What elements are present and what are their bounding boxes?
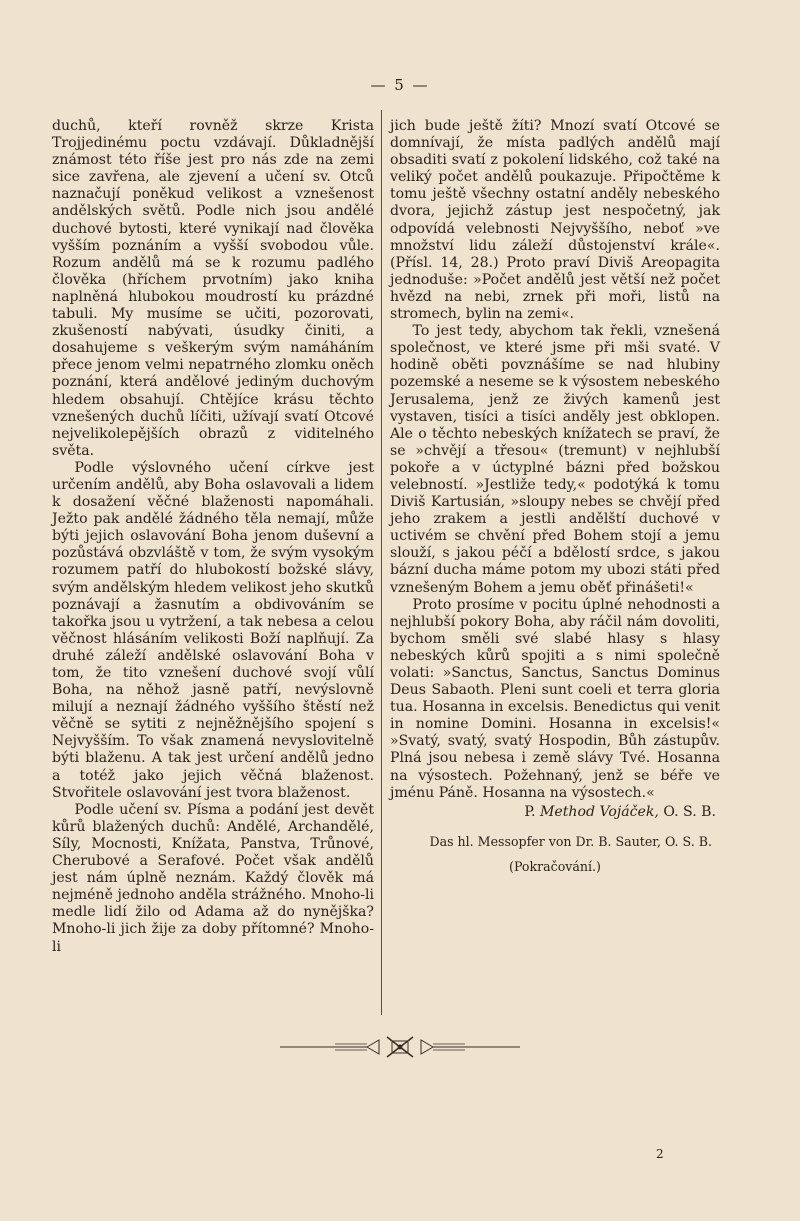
left-column bbox=[52, 118, 374, 956]
paragraph: Proto prosíme v pocitu úplné nehodnosti a nejhlubší pokory Boha, aby ráčil nám dovoliti, bychom směli své slabé hlasy s hlasy nebeských kůrů spojiti a s nimi společně volati: »Sanctus, Sanctus, Sanctus Dominus Deus Sabaoth. Pleni sunt coeli et terra gloria tua. Hosanna in excelsis. Benedictus qui venit in nomine Domini. Hosanna in excelsis!« »Svatý, svatý, svatý Hospodin, Bůh zástupův. Plná jsou nebesa i země slávy Tvé. Hosanna na výsostech. Požehnaný, jenž se béře ve jménu Páně. Hosanna na výsostech.« bbox=[390, 596, 720, 801]
signature-suffix: O. S. B. bbox=[663, 803, 716, 820]
paragraph: jich bude ještě žíti? Mnozí svatí Otcové se domnívají, že místa padlých andělů mají obsaditi svatí z pokolení lidského, což také na veliký počet andělů poukazuje. Připočtěme k tomu ještě všechny ostatní anděly nebeského dvora, jejichž zástup jest nespočetný, jak odpovídá velebnosti Nejvyššího, neboť »ve množství lidu záleží důstojenství krále«. (Přísl. 14, 28.) Proto praví Diviš Areopagita jednoduše: »Počet andělů jest větší než počet hvězd na nebi, zrnek při moři, listů na stromech, bylin na zemi«. bbox=[390, 118, 720, 323]
continuation-note: (Pokračování.) bbox=[509, 858, 601, 874]
page-number: — 5 — bbox=[370, 76, 430, 94]
paragraph: Podle učení sv. Písma a podání jest devět kůrů blažených duchů: Andělé, Archandělé, Síly, Mocnosti, Knížata, Panstva, Trůnové, Cherubové a Serafové. Počet však andělů jest nám úplně neznám. Každý člověk má nejméně jednoho anděla strážného. Mnoho-li medle lidí žilo od Adama až do nynějška? Mnoho-li jich žije za doby přítomné? Mnoho-li bbox=[52, 801, 374, 955]
paragraph: duchů, kteří rovněž skrze Krista Trojjedinému poctu vzdávají. Důkladnější známost této říše jest pro nás zde na zemi sice zavřena, ale zjevení a učení sv. Otců naznačují poněkud velikost a vznešenost andělských světů. Podle nich jsou andělé duchové bytosti, které vynikají nad člověka vyšším poznáním a vyšší svobodou vůle. Rozum andělů má se k rozumu padlého člověka (hříchem prvotním) jako kniha naplněná hlubokou moudrostí ku prázdné tabuli. My musíme se učiti, pozorovati, zkušeností nabývati, úsudky činiti, a dosahujeme s veškerým svým namáháním přece jenom velmi nepatrného zlomku oněch poznání, která andělové jediným duchovým hledem obsahují. Chtějíce krásu těchto vznešených duchů líčiti, užívají svatí Otcové nejvelikolepějších obrazů z viditelného světa. bbox=[52, 118, 374, 459]
paragraph: Podle výslovného učení církve jest určením andělů, aby Boha oslavovali a lidem k dosažení věčné blaženosti napomáhali. Ježto pak andělé žádného těla nemají, může býti jejich oslavování Boha jenom duševní a pozůstává obzvláště v tom, že svým vysokým rozumem patří do hlubokostí božské slávy, svým andělským hledem velikost jeho skutků poznávají a žasnutím a obdivováním se takořka jsou u vytržení, a tak nebesa a celou věčnost hlásáním velikosti Boží naplňují. Za druhé záleží andělské oslavování Boha v tom, že tito vznešení duchové svojí vůlí Boha, na něhož jasně patří, nevýslovně milují a neznají žádného vyššího štěstí než věčně se sytiti z nejněžnějšího spojení s Nejvyšším. To však znamená nevyslovitelně býti blaženu. A tak jest určení andělů jedno a totéž jako jejich věčná blaženost. Stvořitele oslavování jest tvora blaženost. bbox=[52, 459, 374, 801]
decorative-divider-icon bbox=[275, 1032, 525, 1062]
author-signature bbox=[390, 804, 720, 821]
author-name: Method Vojáček, bbox=[539, 803, 659, 820]
paragraph: To jest tedy, abychom tak řekli, vznešená společnost, ve které jsme při mši svaté. V hodině oběti povznášíme se nad hlubiny pozemské a neseme se k výsostem nebeského Jerusalema, jenž ze živých kamenů jest vystaven, tisíci a tisíci anděly jest obklopen. Ale o těchto nebeských knížatech se praví, že se »chvějí a třesou« (tremunt) v nejhlubší pokoře a v úctyplné bázni před božskou velebností. »Jestliže tedy,« podotýká k tomu Diviš Kartusián, »sloupy nebes se chvějí před jeho zrakem a jestli andělští duchové v uctivém se chvění před Bohem stojí a jemu slouží, s jakou péčí a bdělostí srdce, s jakou bázní ducha máme potom my ubozi státi před vznešeným Bohem a jemu oběť přinášeti!« bbox=[390, 323, 720, 596]
source-note: Das hl. Messopfer von Dr. B. Sauter, O. S. B. bbox=[429, 833, 712, 849]
column-divider bbox=[381, 110, 382, 1015]
signature-mark: 2 bbox=[656, 1147, 664, 1161]
right-column bbox=[390, 118, 720, 875]
signature-prefix: P. bbox=[524, 803, 536, 820]
